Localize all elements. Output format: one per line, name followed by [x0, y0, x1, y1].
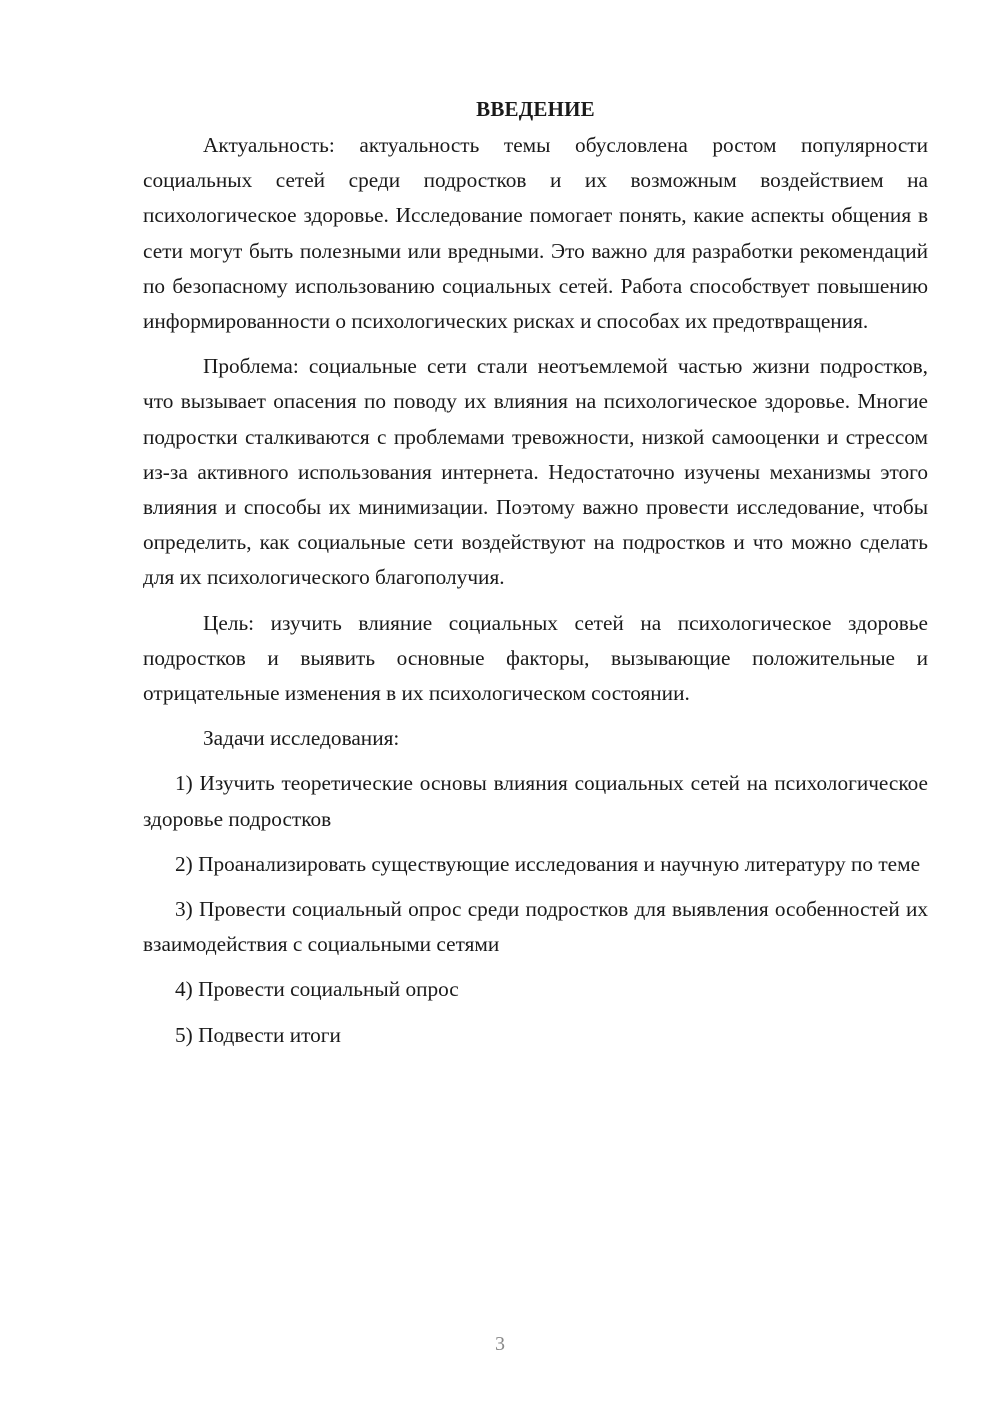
paragraph-relevance: Актуальность: актуальность темы обусловлена ростом популярности социальных сетей среди подростков и их возможным воздействием на психологическое здоровье. Исследование помогает понять, какие аспекты общения в сети могут быть полезными или вредными. Это важно для разработки рекомендаций по безопасному использованию социальных сетей. Работа способствует повышению информированности о психологических рисках и способах их предотвращения. — [143, 133, 928, 334]
task-item: 4) Провести социальный опрос — [175, 977, 459, 1002]
document-page — [143, 92, 928, 1063]
tasks-heading: Задачи исследования: — [203, 726, 400, 751]
paragraph-goal: Цель: изучить влияние социальных сетей на психологическое здоровье подростков и выявить основные факторы, вызывающие положительные и отрицательные изменения в их психологическом состоянии. — [143, 610, 928, 706]
page-number: 3 — [495, 1333, 505, 1355]
task-item: 2) Проанализировать существующие исследования и научную литературу по теме — [175, 851, 921, 876]
paragraph-problem: Проблема: социальные сети стали неотъемлемой частью жизни подростков, что вызывает опасения по поводу их влияния на психологическое здоровье. Многие подростки сталкиваются с проблемами тревожности, низкой самооценки и стрессом из-за активного использования интернета. Недостаточно изучены механизмы этого влияния и способы их минимизации. Поэтому важно провести исследование, чтобы определить, как социальные сети воздействуют на подростков и что можно сделать для их психологического благополучия. — [143, 354, 928, 590]
task-item: 5) Подвести итоги — [175, 1022, 341, 1047]
task-item: 3) Провести социальный опрос среди подростков для выявления особенностей их взаимодействия с социальными сетями — [143, 897, 928, 957]
task-item: 1) Изучить теоретические основы влияния социальных сетей на психологическое здоровье подростков — [143, 771, 928, 831]
page-title: ВВЕДЕНИЕ — [476, 97, 595, 121]
